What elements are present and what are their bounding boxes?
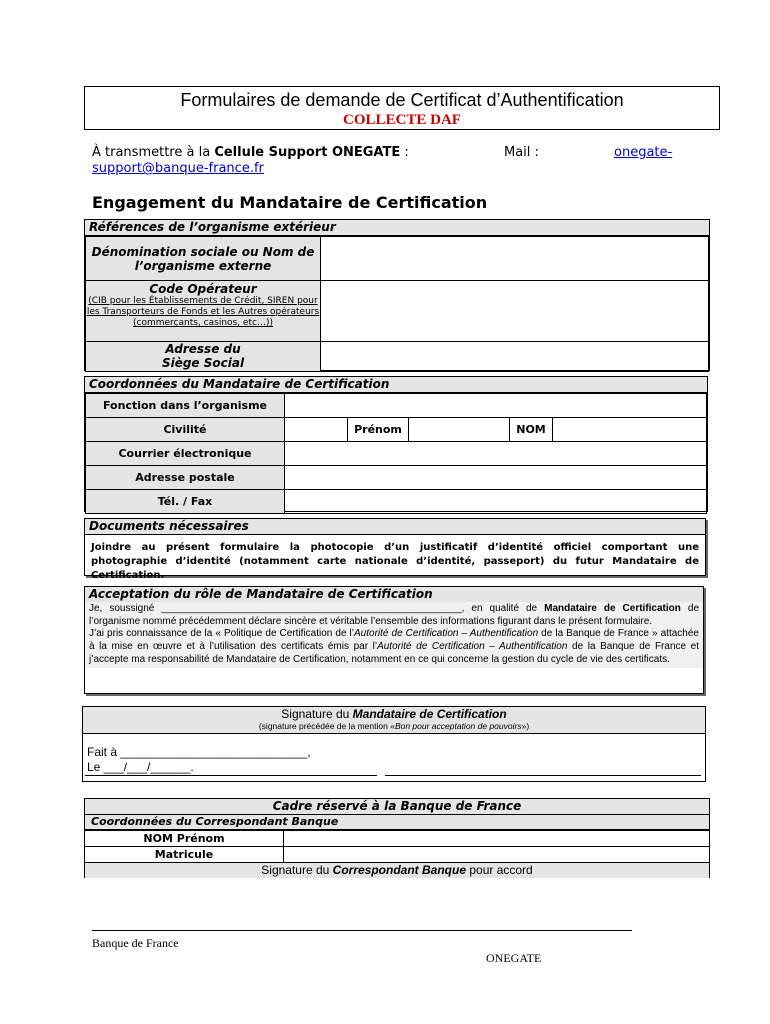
form-subtitle: COLLECTE DAF [343, 112, 461, 128]
tel-label: Tél. / Fax [86, 490, 285, 514]
acceptation-text: Je, soussigné ______________________________________________________, en qualité de Mandataire de Certification de l’organisme nommé précédemment déclare sincère et véritable l’ensemble des informations figurant dans le présent formulaire. J’ai pris connaissance de la « Politique de Certification de l’Autorité de Certification – Authentification de la Banque de France » attachée à la mise en œuvre et à l’utilisation des certificats émis par l’Autorité de Certification – Authentification de la Banque de France et j’accepte ma responsabilité de Mandataire de Certification, notamment en ce qui concerne la gestion du cycle de vie des certificats. [85, 602, 703, 668]
fonction-field[interactable] [285, 394, 707, 418]
coordonnees-table [85, 393, 707, 514]
denomination-field[interactable] [321, 237, 709, 281]
acceptation-section [84, 586, 704, 694]
email-link-part1[interactable]: onegate- [614, 145, 673, 160]
date-line[interactable]: Le ___/___/______. [87, 760, 194, 774]
coordonnees-section [84, 376, 708, 512]
civilite-label: Civilité [86, 418, 285, 442]
denomination-label: Dénomination sociale ou Nom de l’organisme externe [86, 237, 321, 281]
bdf-sub: Coordonnées du Correspondant Banque [85, 815, 709, 830]
bdf-table [85, 830, 709, 863]
bdf-matricule-label: Matricule [85, 847, 284, 863]
code-operateur-label: Code Opérateur (CIB pour les Établissements de Crédit, SIREN pour les Transporteurs de Fonds et les Autres opérateurs (commerçants, casinos, etc…)) [86, 281, 321, 341]
prenom-field[interactable] [409, 418, 510, 442]
signature-label: Signature du Mandataire de Certification [281, 707, 507, 721]
code-operateur-note: (CIB pour les Établissements de Crédit, SIREN pour les Transporteurs de Fonds et les Autres opérateurs (commerçants, casinos, etc…)) [86, 296, 320, 329]
bdf-section [84, 798, 710, 878]
section-title: Engagement du Mandataire de Certification [92, 193, 488, 212]
signature-sub: (signature précédée de la mention «Bon pour acceptation de pouvoirs») [258, 721, 530, 731]
form-title: Formulaires de demande de Certificat d’Authentification [180, 90, 624, 110]
transmit-prefix: À transmettre à la [92, 145, 215, 160]
transmit-line [92, 145, 702, 177]
transmit-colon: : [400, 145, 409, 160]
courrier-label: Courrier électronique [86, 442, 285, 466]
bdf-matricule-field[interactable] [284, 847, 710, 863]
courrier-field[interactable] [285, 442, 707, 466]
bdf-heading: Cadre réservé à la Banque de France [85, 799, 709, 815]
signature-box [82, 706, 706, 782]
nom-label: NOM [510, 418, 553, 442]
nom-field[interactable] [553, 418, 707, 442]
title-box [84, 86, 720, 130]
acceptation-heading: Acceptation du rôle de Mandataire de Certification [85, 587, 703, 602]
references-heading: Références de l’organisme extérieur [85, 220, 709, 236]
code-operateur-field[interactable] [321, 281, 709, 341]
signature-header [83, 707, 705, 734]
adresse-field[interactable] [285, 466, 707, 490]
references-section [84, 219, 710, 371]
documents-section [84, 518, 706, 581]
documents-heading: Documents nécessaires [85, 519, 705, 535]
adresse-label: Adresse postale [86, 466, 285, 490]
footer-left: Banque de France [92, 936, 179, 950]
bdf-nom-label: NOM Prénom [85, 831, 284, 847]
footer-right: ONEGATE [486, 951, 542, 965]
siege-field[interactable] [321, 341, 709, 371]
civilite-field[interactable] [285, 418, 348, 442]
tel-field[interactable] [285, 490, 707, 514]
siege-label: Adresse du Siège Social [86, 341, 321, 371]
coordonnees-heading: Coordonnées du Mandataire de Certification [85, 377, 707, 393]
footer-rule [92, 930, 632, 931]
signature-line[interactable] [385, 775, 701, 776]
email-link-part2[interactable]: support@banque-france.fr [92, 161, 264, 176]
bdf-nom-field[interactable] [284, 831, 710, 847]
transmit-cell: Cellule Support ONEGATE [214, 145, 401, 160]
prenom-label: Prénom [348, 418, 409, 442]
bdf-signature: Signature du Correspondant Banque pour accord [85, 863, 709, 878]
mail-label: Mail : [504, 145, 539, 160]
references-table [85, 236, 709, 372]
fonction-label: Fonction dans l’organisme [86, 394, 285, 418]
date-underline [85, 775, 377, 776]
documents-text: Joindre au présent formulaire la photocopie d’un justificatif d’identité officiel comportant une photographie d’identité (notamment carte nationale d’identité, passeport) du futur Mandataire de Certification. [91, 542, 699, 581]
fait-a[interactable]: Fait à ____________________________, [87, 745, 311, 759]
